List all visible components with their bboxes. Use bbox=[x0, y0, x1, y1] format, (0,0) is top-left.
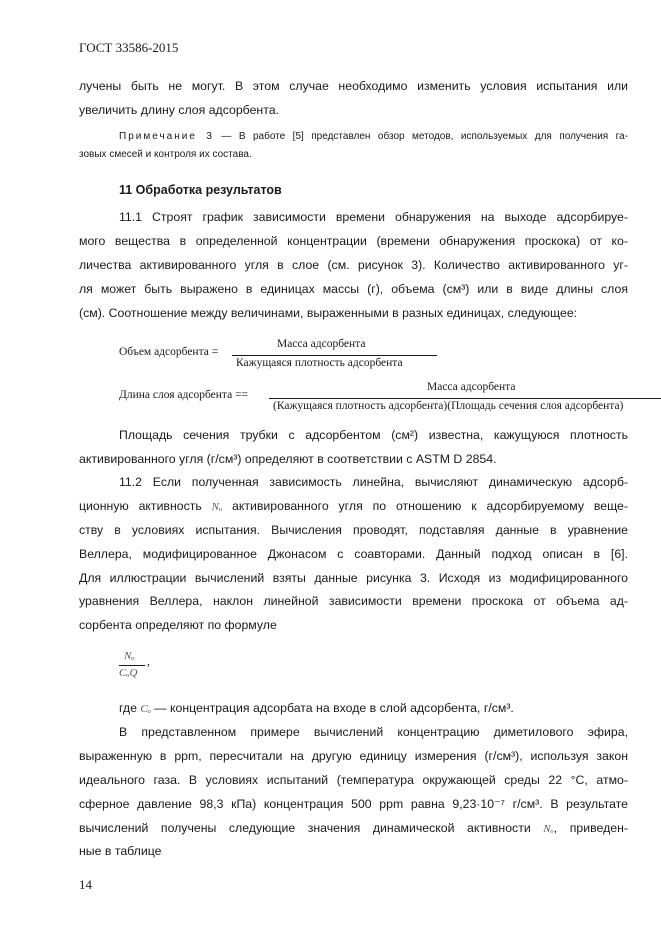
where-prefix: где bbox=[119, 701, 137, 715]
symbol-n0: Nₒ bbox=[543, 822, 554, 835]
paragraph-11-2 bbox=[79, 471, 628, 638]
text-line: Площадь сечения трубки с адсорбентом (см²) известна, кажущуюся плотность bbox=[119, 428, 628, 442]
formula-numerator: Масса адсорбента bbox=[277, 338, 366, 350]
note-text: зовых смесей и контроля их состава. bbox=[79, 149, 252, 160]
text-line: личества активированного угля в слое (см. рисунок 3). Количество активированного уг- bbox=[79, 257, 628, 272]
text-line: 11.1 Строят график зависимости времени обнаружения на выходе адсорбируе- bbox=[119, 210, 628, 224]
text-line: идеального газа. В условиях испытаний (температура окружающей среды 22 °С, атмо- bbox=[79, 772, 628, 787]
text-line: выраженную в ppm, пересчитали на другую единицу измерения (г/см³), используя закон bbox=[79, 748, 628, 763]
text-line-part: активированного угля по отношению к адсорбируемому веще- bbox=[232, 498, 628, 513]
text-line: лучены быть не могут. В этом случае необходимо изменить условия испытания или bbox=[79, 79, 628, 93]
formula-numerator: Nₒ bbox=[124, 650, 135, 662]
page-number: 14 bbox=[79, 877, 92, 892]
text-line: сферное давление 98,3 кПа) концентрация 500 ppm равна 9,23·10⁻⁷ г/см³. В результате bbox=[79, 796, 628, 811]
formula-comma: , bbox=[147, 656, 150, 668]
section-title: 11 Обработка результатов bbox=[119, 183, 282, 197]
where-line bbox=[79, 697, 628, 721]
text-line: увеличить длину слоя адсорбента. bbox=[79, 102, 279, 117]
text-line-part: ционную активность bbox=[79, 498, 202, 513]
text-line: 11.2 Если полученная зависимость линейна, вычисляют динамическую адсорб- bbox=[119, 475, 628, 489]
where-text: — концентрация адсорбата на входе в слой адсорбента, г/см³. bbox=[154, 701, 514, 715]
formula-denominator: CₒQ bbox=[119, 667, 138, 679]
text-line: ству в условиях испытания. Вычисления проводят, подставляя данные в уравнение bbox=[79, 522, 628, 537]
note-label: Примечание 3 bbox=[119, 131, 214, 142]
text-line: Веллера, модифицированное Джонасом с соавторами. Данный подход описан в [6]. bbox=[79, 546, 628, 561]
paragraph-example bbox=[79, 721, 628, 864]
formula-length bbox=[119, 381, 661, 417]
text-line: Для иллюстрации вычислений взяты данные рисунка 3. Исходя из модифицированного bbox=[79, 570, 628, 585]
paragraph-area bbox=[79, 424, 628, 472]
formula-volume bbox=[119, 338, 449, 374]
symbol-n0: Nₒ bbox=[211, 500, 223, 513]
text-line: ля может быть выражено в единицах массы (г), объема (см³) или в виде длины слоя bbox=[79, 281, 628, 296]
text-line-part: , приведен- bbox=[553, 820, 628, 835]
text-line: мого вещества в определенной концентрации (времени обнаружения проскока) от ко- bbox=[79, 233, 628, 248]
formula-lhs: Длина слоя адсорбента == bbox=[119, 389, 249, 401]
text-line: сорбента определяют по формуле bbox=[79, 618, 277, 633]
formula-denominator: Кажущаяся плотность адсорбента bbox=[236, 357, 403, 369]
text-line: (см). Соотношение между величинами, выраженными в разных единицах, следующее: bbox=[79, 305, 578, 320]
formula-slope bbox=[119, 650, 169, 684]
text-line: активированного угля (г/см³) определяют в соответствии с ASTM D 2854. bbox=[79, 451, 497, 466]
document-header: ГОСТ 33586-2015 bbox=[79, 40, 179, 55]
intro-paragraph bbox=[79, 75, 628, 123]
fraction-bar bbox=[269, 398, 661, 399]
text-line-part: вычислений получены следующие значения динамической активности bbox=[79, 820, 531, 835]
formula-denominator: (Кажущаяся плотность адсорбента)(Площадь сечения слоя адсорбента) bbox=[273, 400, 624, 412]
text-line: уравнения Веллера, наклон линейной зависимости времени проскока от объема ад- bbox=[79, 594, 628, 609]
fraction-bar bbox=[232, 355, 437, 356]
note-text: — В работе [5] представлен обзор методов, используемых для получения га- bbox=[213, 131, 628, 142]
formula-numerator: Масса адсорбента bbox=[427, 381, 516, 393]
text-line: ные в таблице bbox=[79, 844, 162, 859]
paragraph-11-1 bbox=[79, 206, 628, 325]
fraction-bar bbox=[119, 665, 145, 666]
formula-lhs: Объем адсорбента = bbox=[119, 346, 219, 358]
text-line: В представленном примере вычислений концентрацию диметилового эфира, bbox=[119, 725, 628, 739]
note-3 bbox=[79, 128, 628, 164]
symbol-c0: Cₒ bbox=[140, 703, 151, 715]
